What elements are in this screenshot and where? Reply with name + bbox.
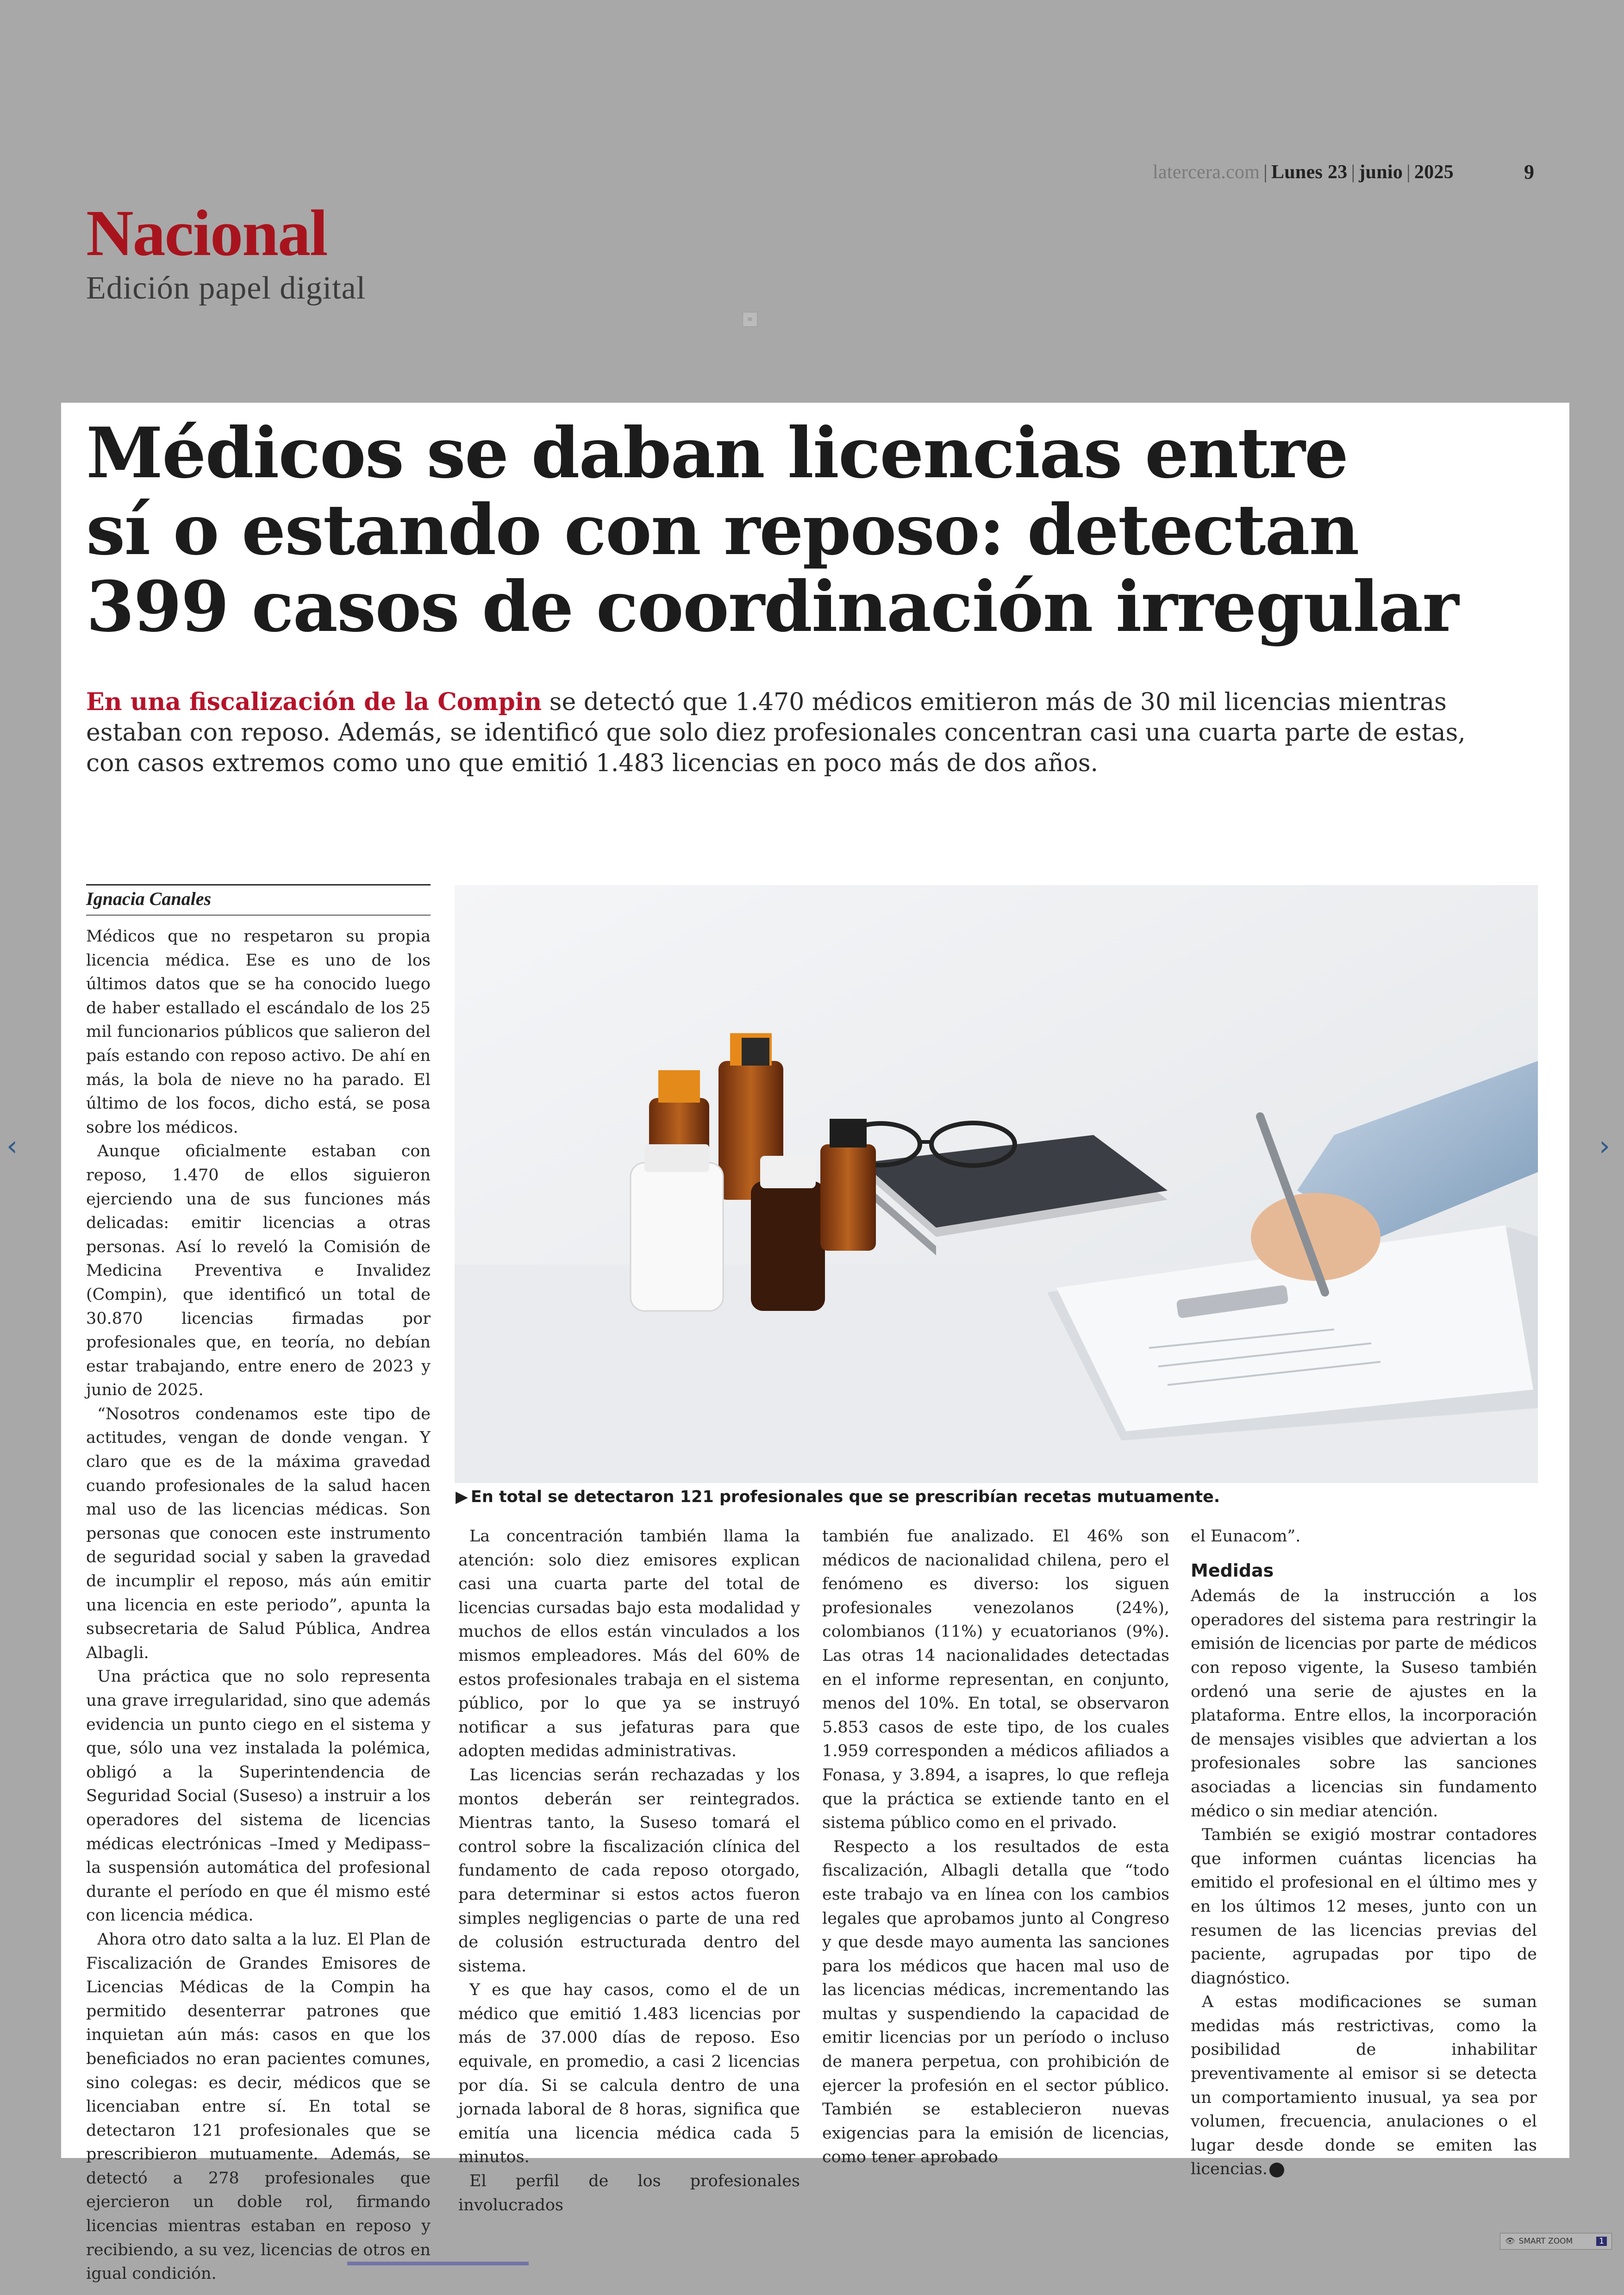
- paragraph: Y es que hay casos, como el de un médico que emitió 1.483 licencias por más de 37.000 días de reposo. Eso equivale, en promedio, a casi 2 licencias por día. Si se calcula dentro de una jornada laboral de 8 horas, significa que emitía una licencia médica cada 5 minutos.: [458, 1981, 800, 2167]
- edition-subtitle: Edición papel digital: [86, 270, 366, 306]
- previous-page-icon[interactable]: ‹: [6, 1130, 18, 1162]
- paragraph-text: A estas modificaciones se suman medidas más restrictivas, como la posibilidad de inhabilitar preventivamente al emisor si se detecta un comportamiento inusual, ya sea por volumen, frecuencia, anulaciones o el lugar desde donde se emiten las licencias.: [1191, 1993, 1537, 2179]
- article-photo: [455, 885, 1538, 1483]
- headline-line: 399 casos de coordinación irregular: [86, 566, 1458, 648]
- headline: [86, 412, 1475, 648]
- headline-line: Médicos se daban licencias entre: [86, 412, 1348, 494]
- body-column-2: [458, 1525, 800, 2217]
- paragraph: también fue analizado. El 46% son médicos de nacionalidad chilena, pero el fenómeno es diverso: los siguen profesionales venezolanos (24%), colombianos (11%) y ecuatorianos (9%). Las otras 14 nacionalidades detectadas en el informe representan, en conjunto, menos del 10%. En total, se observaron 5.853 casos de este tipo, de los cuales 1.959 corresponden a médicos afiliados a Fonasa, y 3.894, a isapres, lo que refleja que la práctica se extiende tanto en el sistema público como en el privado.: [822, 1527, 1169, 1833]
- year: 2025: [1414, 162, 1454, 183]
- paragraph: La concentración también llama la atención: solo diez emisores explican casi una cuarta parte del total de licencias cursadas bajo esta modalidad y muchos de ellos están vinculados a los mismos empleadores. Más del 60% de estos profesionales trabaja en el sistema público, por lo que ya se instruyó notificar a sus jefaturas para que adopten medidas administrativas.: [458, 1527, 800, 1761]
- paragraph: Respecto a los resultados de esta fiscalización, Albagli detalla que “todo este trabajo va en línea con los cambios legales que aprobamos junto al Congreso y que desde mayo aumenta las sanciones para los médicos que hacen mal uso de las licencias médicas, incrementando las multas y suspendiendo la capacidad de emitir licencias por un período o incluso de manera perpetua, con prohibición de ejercer la profesión en el sector público. También se establecieron nuevas exigencias para la emisión de licencias, como tener aprobado: [822, 1837, 1169, 2167]
- next-page-icon[interactable]: ›: [1599, 1130, 1610, 1162]
- month: junio: [1359, 162, 1403, 183]
- section-title: Nacional: [86, 196, 327, 269]
- caption-text: En total se detectaron 121 profesionales que se prescribían recetas mutuamente.: [470, 1488, 1220, 1506]
- lead-text: con casos extremos como uno que emitió 1.483 licencias en poco más de dos años.: [86, 749, 1099, 777]
- paragraph: Las licencias serán rechazadas y los montos deberán ser reintegrados. Mientras tanto, la Suseso tomará el control sobre la fiscalización clínica del fundamento de cada reposo otorgado, para determinar si estos actos fueron simples negligencias o parte de una red de colusión estructurada dentro del sistema.: [458, 1765, 800, 1976]
- caption-arrow-icon: ▶: [456, 1488, 468, 1506]
- divider: [86, 915, 431, 916]
- lead-paragraph: [86, 687, 1498, 779]
- paragraph: El perfil de los profesionales involucrados: [458, 2172, 800, 2214]
- body-column-4: [1191, 1525, 1537, 2182]
- subheading: Medidas: [1191, 1560, 1274, 1581]
- end-mark-icon: [1269, 2163, 1284, 2177]
- photo-caption: [456, 1488, 1534, 1506]
- lead-text: estaban con reposo. Además, se identificó que solo diez profesionales concentran casi una cuarta parte de estas,: [86, 719, 1466, 747]
- headline-line: sí o estando con reposo: detectan: [86, 489, 1359, 571]
- paragraph: el Eunacom”.: [1191, 1527, 1301, 1546]
- paragraph: Una práctica que no solo representa una grave irregularidad, sino que además evidencia un punto ciego en el sistema y que, sólo una vez instalada la polémica, obligó a la Superintendencia de Seguridad Social (Suseso) a instruir a los operadores del sistema de licencias médicas electrónicas –Imed y Medipass– la suspensión automática del profesional durante el período en que él mismo esté con licencia médica.: [86, 1667, 431, 1925]
- smart-zoom-value: 1: [1596, 2237, 1607, 2246]
- page-marker-icon[interactable]: ≡: [743, 312, 757, 327]
- paragraph: Aunque oficialmente estaban con reposo, 1.470 de ellos siguieron ejerciendo una de sus funciones más delicadas: emitir licencias a otras personas. Así lo reveló la Comisión de Medicina Preventiva e Invalidez (Compin), que identificó un total de 30.870 licencias firmadas por profesionales que, en teoría, no debían estar trabajando, entre enero de 2023 y junio de 2025.: [86, 1142, 431, 1400]
- paragraph: [1191, 1990, 1537, 2182]
- divider: [86, 884, 431, 886]
- paragraph: “Nosotros condenamos este tipo de actitudes, vengan de donde vengan. Y claro que es de la máxima gravedad cuando profesionales de la salud hacen mal uso de las licencias médicas. Son personas que conocen este instrumento de seguridad social y saben la gravedad de incumplir el reposo, más aún emitir una licencia en este periodo”, apunta la subsecretaria de Salud Pública, Andrea Albagli.: [86, 1404, 431, 1662]
- page-progress-fill: [347, 2262, 529, 2265]
- eye-icon: 👁: [1505, 2237, 1515, 2246]
- date-line: latercera.com | Lunes 23 | junio | 2025: [1153, 162, 1454, 183]
- lead-kicker: En una fiscalización de la Compin: [86, 688, 542, 716]
- paragraph: También se exigió mostrar contadores que informen cuántas licencias ha emitido el profesional en el último mes y en los últimos 12 meses, junto con un resumen de las licencias previas del paciente, agrupadas por tipo de diagnóstico.: [1191, 1826, 1537, 1988]
- body-column-3: [822, 1525, 1169, 2170]
- lead-text: se detectó que 1.470 médicos emitieron más de 30 mil licencias mientras: [542, 688, 1447, 716]
- smart-zoom-label: SMART ZOOM: [1518, 2237, 1573, 2246]
- author-byline: Ignacia Canales: [86, 888, 212, 909]
- page-number: 9: [1524, 161, 1534, 183]
- day: Lunes 23: [1271, 162, 1348, 183]
- site-name: latercera.com: [1153, 162, 1260, 183]
- smart-zoom-button[interactable]: [1500, 2233, 1612, 2250]
- paragraph: Ahora otro dato salta a la luz. El Plan de Fiscalización de Grandes Emisores de Licencias Médicas de la Compin ha permitido desenterrar patrones que inquietan aún más: casos en que los beneficiados no eran pacientes comunes, sino colegas: es decir, médicos que se licenciaban entre sí. En total se detectaron 121 profesionales que se prescribieron mutuamente. Además, se detectó a 278 profesionales que ejercieron un doble rol, firmando licencias mientras estaban en reposo y recibiendo, a su vez, licencias de otros en igual condición.: [86, 1930, 431, 2283]
- body-column-1: [86, 925, 431, 2286]
- doctor-writing-photo: [455, 885, 1538, 1483]
- paragraph: Médicos que no respetaron su propia licencia médica. Ese es uno de los últimos datos que se ha conocido luego de haber estallado el escándalo de los 25 mil funcionarios públicos que salieron del país estando con reposo activo. De ahí en más, la bola de nieve no ha parado. El último de los focos, dicho está, se posa sobre los médicos.: [86, 927, 431, 1137]
- paragraph: Además de la instrucción a los operadores del sistema para restringir la emisión de licencias por parte de médicos con reposo vigente, la Suseso también ordenó una serie de ajustes en la plataforma. Entre ellos, la incorporación de mensajes visibles que adviertan a los profesionales sobre las sanciones asociadas a licencias sin fundamento médico o sin mediar atención.: [1191, 1587, 1537, 1821]
